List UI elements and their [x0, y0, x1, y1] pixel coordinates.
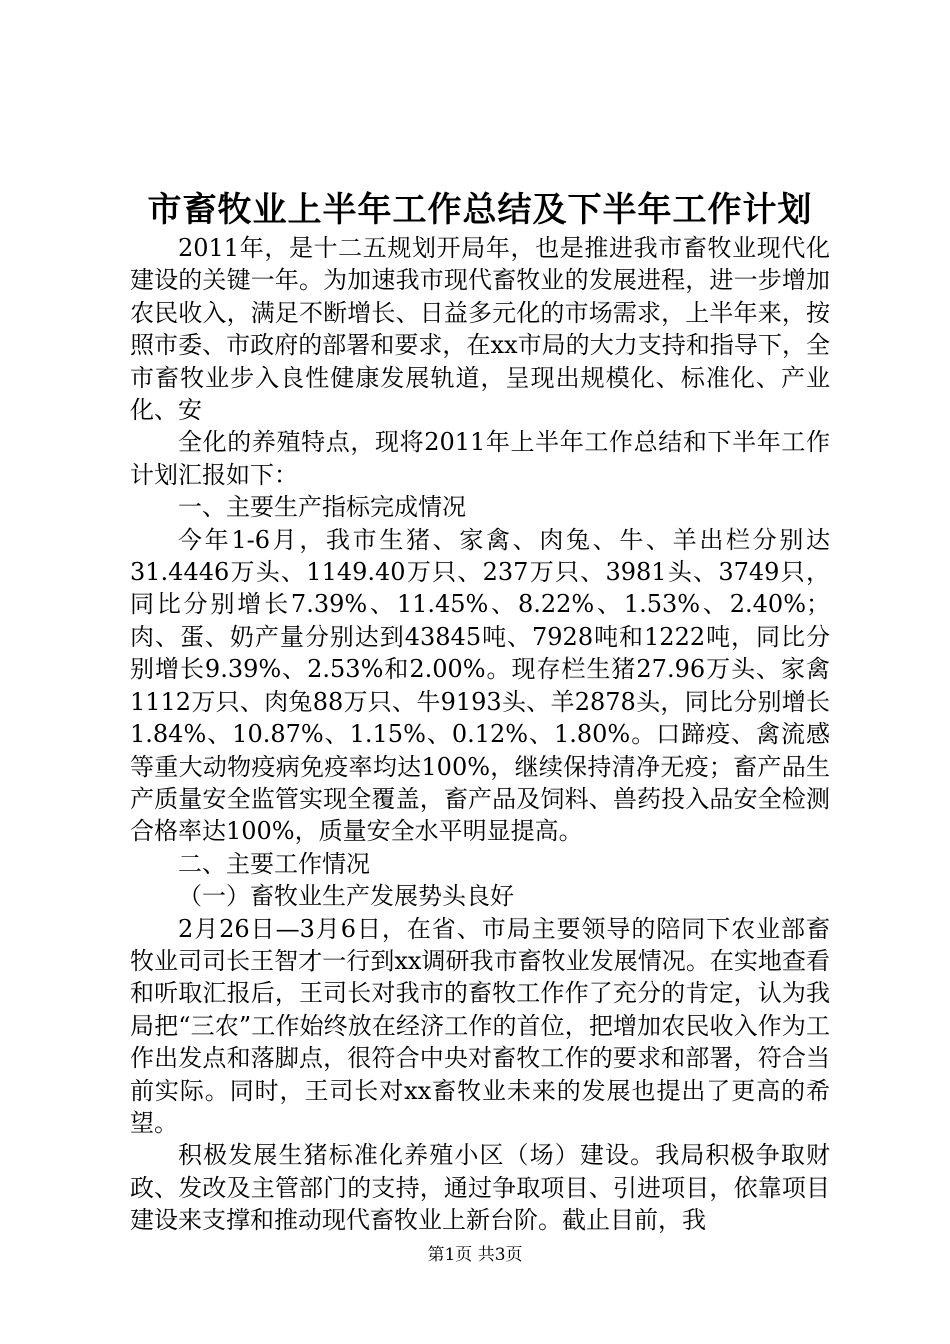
paragraph-inspection-visit: 2月26日—3月6日，在省、市局主要领导的陪同下农业部畜牧业司司长王智才一行到xx调研我市畜牧业发展情况。在实地查看和听取汇报后，王司长对我市的畜牧工作作了充分的肯定，认为我局把“三农”工作始终放在经济工作的首位，把增加农民收入作为工作出发点和落脚点，很符合中央对畜牧工作的要求和部署，符合当前实际。同时，王司长对xx畜牧业未来的发展也提出了更高的希望。: [130, 914, 830, 1137]
paragraph-intro-continued: 全化的养殖特点，现将2011年上半年工作总结和下半年工作计划汇报如下：: [130, 428, 830, 489]
paragraph-production-stats: 今年1-6月，我市生猪、家禽、肉兔、牛、羊出栏分别达31.4446万头、1149.40万只、237万只、3981头、3749只，同比分别增长7.39%、11.45%、8.22%、1.53%、2.40%；肉、蛋、奶产量分别达到43845吨、7928吨和1222吨，同比分别增长9.39%、2.53%和2.00%。现存栏生猪27.96万头、家禽1112万只、肉兔88万只、牛9193头、羊2878头，同比分别增长1.84%、10.87%、1.15%、0.12%、1.80%。口蹄疫、禽流感等重大动物疫病免疫率均达100%，继续保持清净无疫；畜产品生产质量安全监管实现全覆盖，畜产品及饲料、兽药投入品安全检测合格率达100%，质量安全水平明显提高。: [130, 525, 830, 846]
section-heading-work: 二、主要工作情况: [178, 849, 370, 878]
paragraph-intro: 2011年，是十二五规划开局年，也是推进我市畜牧业现代化建设的关键一年。为加速我市现代畜牧业的发展进程，进一步增加农民收入，满足不断增长、日益多元化的市场需求，上半年来，按照市委、市政府的部署和要求，在xx市局的大力支持和指导下，全市畜牧业步入良性健康发展轨道，呈现出规模化、标准化、产业化、安: [130, 234, 830, 425]
page-footer: 第1页 共3页: [427, 1245, 523, 1265]
document-body: [130, 232, 830, 1237]
paragraph-standardization: 积极发展生猪标准化养殖小区（场）建设。我局积极争取财政、发改及主管部门的支持，通过争取项目、引进项目，依靠项目建设来支撑和推动现代畜牧业上新台阶。截止目前，我: [130, 1141, 830, 1235]
subsection-heading-development: （一）畜牧业生产发展势头良好: [178, 882, 514, 911]
document-title: 市畜牧业上半年工作总结及下半年工作计划: [147, 190, 813, 230]
section-heading-production: 一、主要生产指标完成情况: [178, 493, 466, 522]
